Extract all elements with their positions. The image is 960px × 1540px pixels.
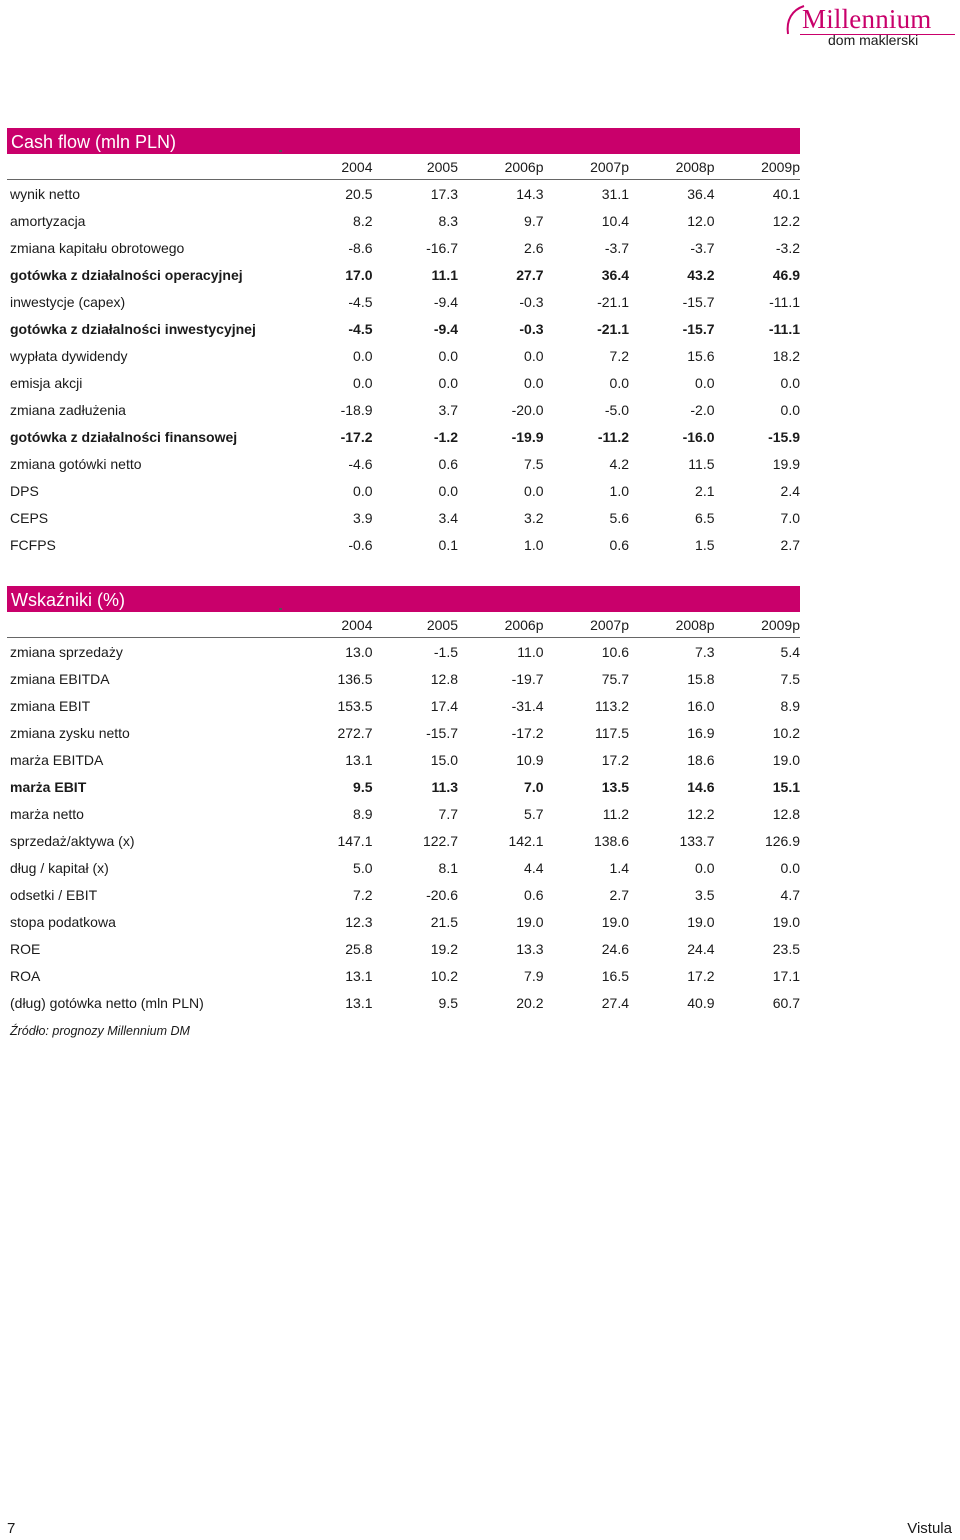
value-cell: 133.7 xyxy=(679,832,715,849)
table-row xyxy=(7,962,800,989)
value-cell: 8.3 xyxy=(438,212,458,229)
value-cell: -19.7 xyxy=(511,670,544,687)
cashflow-body xyxy=(7,180,800,559)
row-label: wypłata dywidendy xyxy=(10,347,128,364)
year-header: 2009p xyxy=(715,612,801,638)
value-cell: -15.7 xyxy=(682,320,715,337)
value-cell: 0.0 xyxy=(609,374,629,391)
value-cell: -9.4 xyxy=(433,320,458,337)
value-cell: 138.6 xyxy=(593,832,629,849)
value-cell: 18.2 xyxy=(772,347,800,364)
table-row xyxy=(7,288,800,315)
value-cell: -11.2 xyxy=(597,428,629,445)
value-cell: 13.5 xyxy=(601,778,629,795)
value-cell: 153.5 xyxy=(337,697,373,714)
value-cell: -8.6 xyxy=(348,239,373,256)
row-label: dług / kapitał (x) xyxy=(10,859,109,876)
value-cell: 40.1 xyxy=(772,185,800,202)
value-cell: 60.7 xyxy=(772,994,800,1011)
row-label: zmiana EBITDA xyxy=(10,670,110,687)
value-cell: 0.6 xyxy=(609,536,629,553)
value-cell: 15.8 xyxy=(687,670,715,687)
table-row xyxy=(7,450,800,477)
row-label: zmiana zysku netto xyxy=(10,724,130,741)
row-label: gotówka z działalności operacyjnej xyxy=(10,266,243,283)
year-header: 2005 xyxy=(373,154,459,180)
value-cell: 0.0 xyxy=(353,347,373,364)
value-cell: 0.0 xyxy=(438,374,458,391)
year-header: 2009p xyxy=(715,154,801,180)
table-row xyxy=(7,423,800,450)
row-label: zmiana sprzedaży xyxy=(10,643,123,660)
value-cell: -18.9 xyxy=(340,401,373,418)
table-row xyxy=(7,180,800,208)
value-cell: 3.7 xyxy=(438,401,458,418)
value-cell: 5.7 xyxy=(524,805,544,822)
value-cell: 36.4 xyxy=(601,266,629,283)
value-cell: 10.4 xyxy=(601,212,629,229)
value-cell: 19.0 xyxy=(772,751,800,768)
logo-subtitle: dom maklerski xyxy=(828,32,919,48)
value-cell: 16.9 xyxy=(687,724,715,741)
row-label: zmiana EBIT xyxy=(10,697,91,714)
value-cell: 13.1 xyxy=(345,751,373,768)
value-cell: -4.5 xyxy=(348,293,373,310)
value-cell: -0.3 xyxy=(519,293,544,310)
table-row xyxy=(7,638,800,666)
row-label: ROE xyxy=(10,940,41,957)
table-row xyxy=(7,342,800,369)
value-cell: 15.0 xyxy=(430,751,458,768)
value-cell: 2.6 xyxy=(524,239,544,256)
value-cell: -21.1 xyxy=(597,320,629,337)
value-cell: 43.2 xyxy=(687,266,715,283)
value-cell: 272.7 xyxy=(337,724,373,741)
value-cell: 0.0 xyxy=(780,859,800,876)
value-cell: -2.0 xyxy=(690,401,715,418)
value-cell: 4.2 xyxy=(609,455,629,472)
row-label: gotówka z działalności finansowej xyxy=(10,428,238,445)
row-label: emisja akcji xyxy=(10,374,83,391)
row-label: zmiana gotówki netto xyxy=(10,455,142,472)
table-row xyxy=(7,531,800,558)
value-cell: 24.4 xyxy=(687,940,715,957)
value-cell: -19.9 xyxy=(511,428,544,445)
table-row xyxy=(7,773,800,800)
value-cell: 11.1 xyxy=(431,266,458,283)
value-cell: 126.9 xyxy=(764,832,800,849)
value-cell: 4.7 xyxy=(780,886,800,903)
value-cell: 19.9 xyxy=(772,455,800,472)
value-cell: 1.5 xyxy=(695,536,715,553)
value-cell: 11.3 xyxy=(431,778,458,795)
value-cell: 1.0 xyxy=(524,536,544,553)
row-label: marża EBIT xyxy=(10,778,87,795)
value-cell: 0.0 xyxy=(438,482,458,499)
value-cell: 0.0 xyxy=(695,374,715,391)
value-cell: 27.7 xyxy=(516,266,544,283)
value-cell: 0.1 xyxy=(438,536,458,553)
page-number: 7 xyxy=(7,1520,16,1537)
value-cell: 27.4 xyxy=(601,994,629,1011)
source-note: Źródło: prognozy Millennium DM xyxy=(10,1024,190,1038)
value-cell: 8.9 xyxy=(780,697,800,714)
value-cell: 3.2 xyxy=(524,509,544,526)
value-cell: -21.1 xyxy=(597,293,629,310)
value-cell: 25.8 xyxy=(345,940,373,957)
table-row xyxy=(7,207,800,234)
value-cell: -1.5 xyxy=(433,643,458,660)
table-row xyxy=(7,504,800,531)
value-cell: 18.6 xyxy=(687,751,715,768)
value-cell: 20.5 xyxy=(345,185,373,202)
value-cell: 11.2 xyxy=(602,805,629,822)
value-cell: 7.9 xyxy=(524,967,544,984)
value-cell: 1.0 xyxy=(609,482,629,499)
value-cell: 4.4 xyxy=(524,859,544,876)
value-cell: 75.7 xyxy=(601,670,629,687)
cashflow-table xyxy=(7,154,800,558)
row-label: marża netto xyxy=(10,805,84,822)
value-cell: 9.5 xyxy=(353,778,373,795)
value-cell: -9.4 xyxy=(433,293,458,310)
table-row xyxy=(7,908,800,935)
value-cell: 1.4 xyxy=(609,859,629,876)
value-cell: 17.0 xyxy=(345,266,373,283)
value-cell: 31.1 xyxy=(601,185,629,202)
value-cell: -16.7 xyxy=(426,239,458,256)
cashflow-title: Cash flow (mln PLN) xyxy=(11,132,177,152)
value-cell: 10.6 xyxy=(601,643,629,660)
value-cell: 122.7 xyxy=(422,832,458,849)
ratios-header xyxy=(7,586,800,612)
year-header: 2006p xyxy=(458,612,544,638)
value-cell: 19.0 xyxy=(601,913,629,930)
value-cell: -17.2 xyxy=(511,724,544,741)
value-cell: 46.9 xyxy=(772,266,800,283)
cashflow-section xyxy=(7,128,800,558)
value-cell: 7.0 xyxy=(524,778,544,795)
value-cell: 0.0 xyxy=(353,482,373,499)
year-header: 2004 xyxy=(287,154,373,180)
year-header: 2007p xyxy=(544,154,630,180)
header-tick xyxy=(279,608,282,610)
value-cell: 147.1 xyxy=(337,832,373,849)
row-label: wynik netto xyxy=(10,185,81,202)
table-row xyxy=(7,369,800,396)
value-cell: 15.1 xyxy=(772,778,800,795)
value-cell: 113.2 xyxy=(595,697,629,714)
value-cell: -5.0 xyxy=(604,401,629,418)
value-cell: 17.3 xyxy=(430,185,458,202)
ratios-section xyxy=(7,586,800,1016)
value-cell: 7.2 xyxy=(609,347,629,364)
value-cell: 0.0 xyxy=(524,374,544,391)
value-cell: 21.5 xyxy=(430,913,458,930)
value-cell: 7.0 xyxy=(780,509,800,526)
value-cell: 9.5 xyxy=(438,994,458,1011)
value-cell: 7.5 xyxy=(780,670,800,687)
value-cell: 7.3 xyxy=(695,643,715,660)
row-label: CEPS xyxy=(10,509,49,526)
table-row xyxy=(7,261,800,288)
header-tick xyxy=(279,150,282,152)
value-cell: 14.6 xyxy=(687,778,715,795)
value-cell: 40.9 xyxy=(687,994,715,1011)
value-cell: 12.2 xyxy=(687,805,715,822)
value-cell: 13.3 xyxy=(516,940,544,957)
table-row xyxy=(7,665,800,692)
value-cell: -11.1 xyxy=(769,293,800,310)
value-cell: 17.1 xyxy=(772,967,800,984)
value-cell: -15.7 xyxy=(682,293,715,310)
row-label: amortyzacja xyxy=(10,212,86,229)
value-cell: 10.9 xyxy=(516,751,544,768)
row-label: zmiana zadłużenia xyxy=(10,401,126,418)
value-cell: 11.0 xyxy=(517,643,544,660)
ratios-body xyxy=(7,638,800,1017)
value-cell: 16.0 xyxy=(687,697,715,714)
millennium-logo xyxy=(780,4,955,50)
value-cell: -11.1 xyxy=(768,320,800,337)
year-header: 2008p xyxy=(629,612,715,638)
value-cell: 19.0 xyxy=(772,913,800,930)
value-cell: 5.4 xyxy=(780,643,800,660)
table-row xyxy=(7,315,800,342)
value-cell: 142.1 xyxy=(508,832,544,849)
value-cell: 8.1 xyxy=(438,859,458,876)
table-row xyxy=(7,396,800,423)
row-label: marża EBITDA xyxy=(10,751,104,768)
value-cell: -15.9 xyxy=(768,428,800,445)
value-cell: -0.3 xyxy=(519,320,544,337)
table-row xyxy=(7,692,800,719)
value-cell: -3.7 xyxy=(690,239,715,256)
row-label: (dług) gotówka netto (mln PLN) xyxy=(10,994,204,1011)
value-cell: 9.7 xyxy=(524,212,544,229)
table-row xyxy=(7,800,800,827)
value-cell: 16.5 xyxy=(601,967,629,984)
table-row xyxy=(7,989,800,1016)
value-cell: 0.0 xyxy=(524,347,544,364)
value-cell: 12.3 xyxy=(345,913,373,930)
value-cell: 3.9 xyxy=(353,509,373,526)
cashflow-header xyxy=(7,128,800,154)
value-cell: 0.0 xyxy=(353,374,373,391)
value-cell: 17.2 xyxy=(601,751,629,768)
table-row xyxy=(7,881,800,908)
value-cell: -3.7 xyxy=(604,239,629,256)
ratios-year-row xyxy=(7,612,800,638)
value-cell: 15.6 xyxy=(687,347,715,364)
footer-company: Vistula xyxy=(907,1520,952,1537)
value-cell: 0.6 xyxy=(438,455,458,472)
value-cell: 3.4 xyxy=(438,509,458,526)
value-cell: -1.2 xyxy=(433,428,458,445)
value-cell: 8.2 xyxy=(353,212,373,229)
row-label: FCFPS xyxy=(10,536,56,553)
value-cell: 12.8 xyxy=(430,670,458,687)
year-header: 2004 xyxy=(287,612,373,638)
value-cell: 10.2 xyxy=(430,967,458,984)
value-cell: 117.5 xyxy=(595,724,629,741)
value-cell: 136.5 xyxy=(337,670,373,687)
value-cell: 0.6 xyxy=(524,886,544,903)
value-cell: 7.7 xyxy=(438,805,458,822)
value-cell: -3.2 xyxy=(775,239,800,256)
value-cell: -15.7 xyxy=(426,724,458,741)
value-cell: 17.4 xyxy=(430,697,458,714)
value-cell: -4.5 xyxy=(348,320,373,337)
value-cell: 7.2 xyxy=(353,886,373,903)
table-row xyxy=(7,827,800,854)
table-row xyxy=(7,234,800,261)
value-cell: 0.0 xyxy=(524,482,544,499)
value-cell: 0.0 xyxy=(780,401,800,418)
value-cell: 14.3 xyxy=(516,185,544,202)
value-cell: 0.0 xyxy=(780,374,800,391)
value-cell: 2.7 xyxy=(609,886,629,903)
year-header: 2007p xyxy=(544,612,630,638)
value-cell: -31.4 xyxy=(511,697,544,714)
value-cell: 36.4 xyxy=(687,185,715,202)
value-cell: 19.0 xyxy=(516,913,544,930)
ratios-table xyxy=(7,612,800,1016)
row-label: DPS xyxy=(10,482,39,499)
value-cell: 2.7 xyxy=(780,536,800,553)
ratios-title: Wskaźniki (%) xyxy=(11,590,126,610)
value-cell: 13.0 xyxy=(345,643,373,660)
value-cell: -20.0 xyxy=(511,401,544,418)
value-cell: 19.2 xyxy=(430,940,458,957)
row-label: odsetki / EBIT xyxy=(10,886,98,903)
value-cell: 3.5 xyxy=(695,886,715,903)
row-label: ROA xyxy=(10,967,41,984)
year-header: 2008p xyxy=(629,154,715,180)
value-cell: 6.5 xyxy=(695,509,715,526)
value-cell: 24.6 xyxy=(601,940,629,957)
value-cell: -4.6 xyxy=(348,455,373,472)
value-cell: -0.6 xyxy=(348,536,373,553)
value-cell: 5.0 xyxy=(353,859,373,876)
row-label: gotówka z działalności inwestycyjnej xyxy=(10,320,256,337)
row-label: inwestycje (capex) xyxy=(10,293,126,310)
row-label: zmiana kapitału obrotowego xyxy=(10,239,185,256)
value-cell: 13.1 xyxy=(345,994,373,1011)
value-cell: 7.5 xyxy=(524,455,544,472)
logo-name: Millennium xyxy=(802,4,932,34)
table-row xyxy=(7,477,800,504)
value-cell: 19.0 xyxy=(687,913,715,930)
value-cell: 5.6 xyxy=(609,509,629,526)
table-row xyxy=(7,746,800,773)
table-row xyxy=(7,719,800,746)
value-cell: 2.1 xyxy=(695,482,715,499)
value-cell: 12.8 xyxy=(772,805,800,822)
value-cell: 2.4 xyxy=(780,482,800,499)
value-cell: 12.2 xyxy=(772,212,800,229)
row-label: sprzedaż/aktywa (x) xyxy=(10,832,135,849)
table-row xyxy=(7,935,800,962)
value-cell: 11.5 xyxy=(688,455,715,472)
value-cell: 23.5 xyxy=(772,940,800,957)
value-cell: 12.0 xyxy=(687,212,715,229)
value-cell: -17.2 xyxy=(340,428,373,445)
value-cell: 13.1 xyxy=(345,967,373,984)
value-cell: 10.2 xyxy=(772,724,800,741)
value-cell: -16.0 xyxy=(682,428,715,445)
table-row xyxy=(7,854,800,881)
row-label: stopa podatkowa xyxy=(10,913,116,930)
cashflow-year-row xyxy=(7,154,800,180)
year-header: 2006p xyxy=(458,154,544,180)
value-cell: 8.9 xyxy=(353,805,373,822)
year-header: 2005 xyxy=(373,612,459,638)
value-cell: 20.2 xyxy=(516,994,544,1011)
value-cell: 17.2 xyxy=(687,967,715,984)
value-cell: -20.6 xyxy=(426,886,458,903)
value-cell: 0.0 xyxy=(695,859,715,876)
value-cell: 0.0 xyxy=(438,347,458,364)
